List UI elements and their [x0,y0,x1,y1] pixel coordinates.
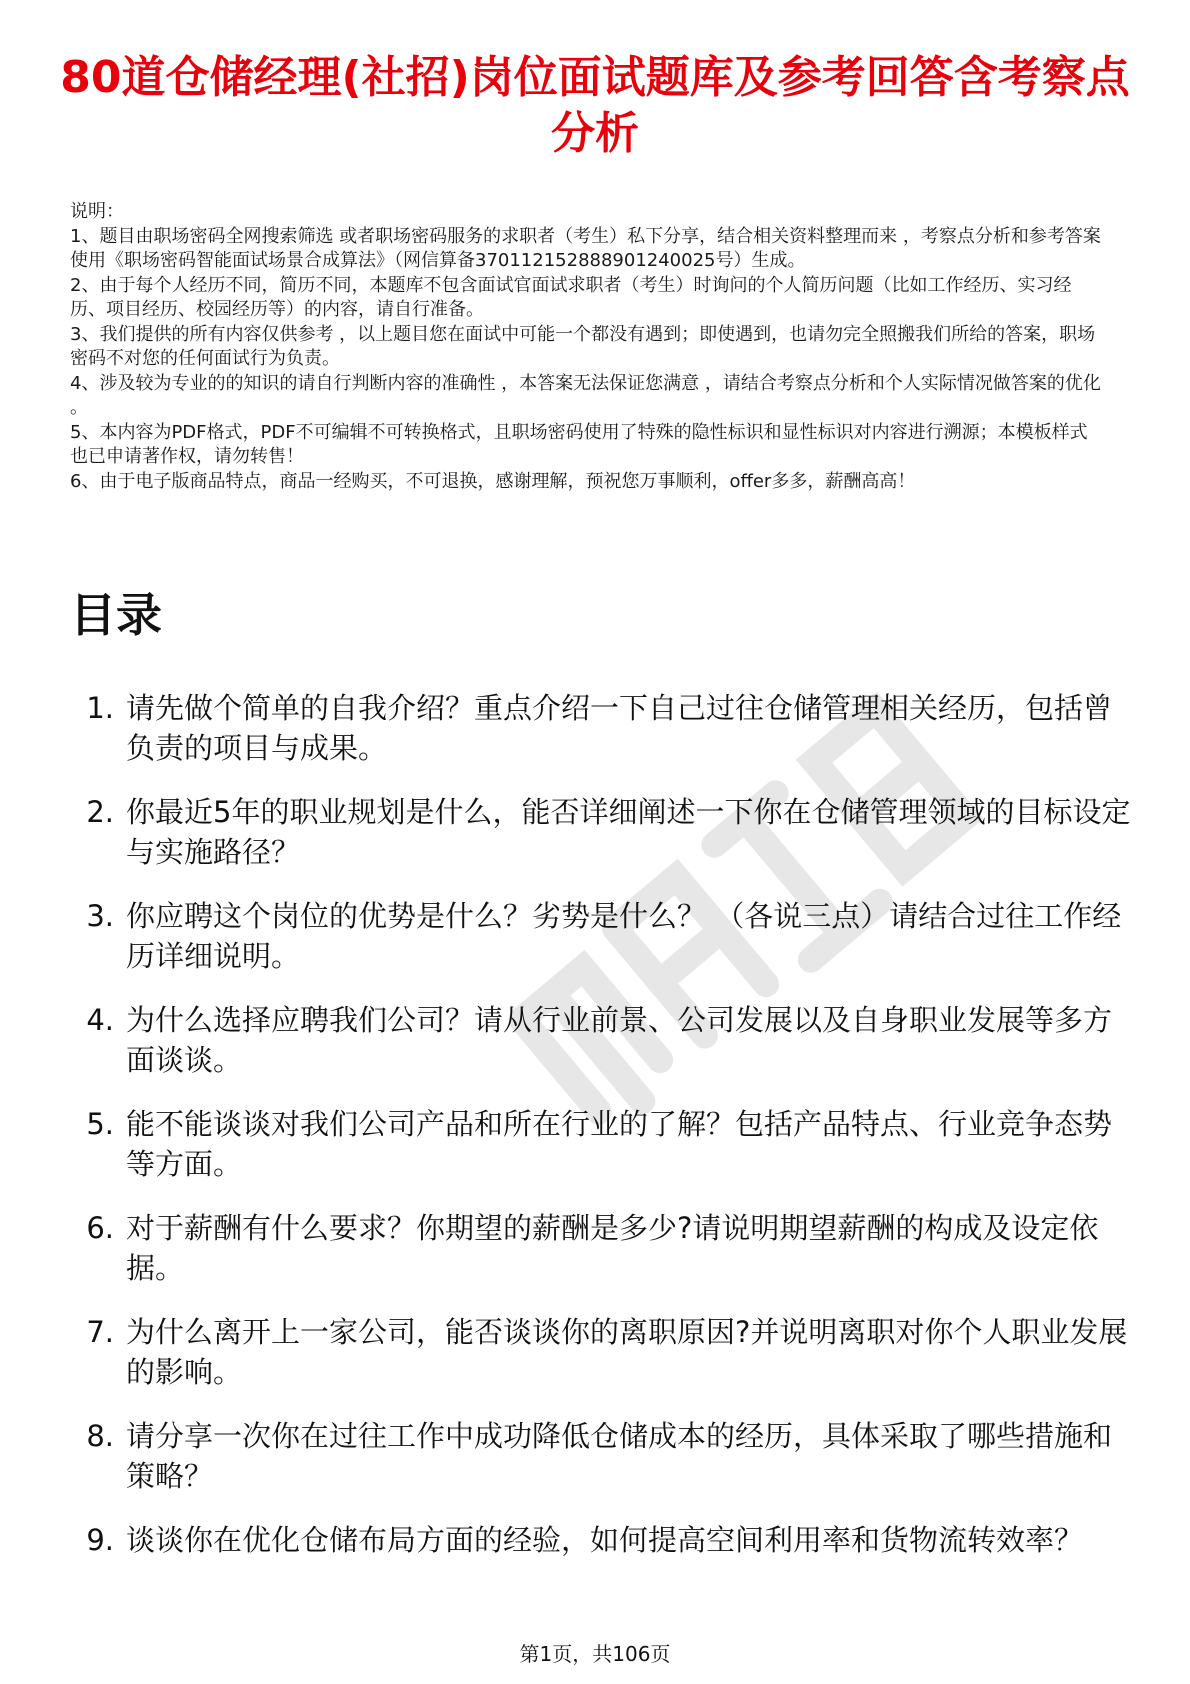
toc-item-text: 你最近5年的职业规划是什么，能否详细阐述一下你在仓储管理领域的目标设定与实施路径？ [126,795,1131,869]
note-item: 6、由于电子版商品特点，商品一经购买，不可退换，感谢理解，预祝您万事顺利，offer多多，薪酬高高！ [70,470,916,492]
toc-heading: 目录 [70,588,162,642]
note-item: 4、涉及较为专业的的知识的请自行判断内容的准确性 ，本答案无法保证您满意 ，请结合考察点分析和个人实际情况做答案的优化 。 [70,372,1101,418]
toc-item-number: 4. [86,1003,114,1037]
toc-item-text: 请分享一次你在过往工作中成功降低仓储成本的经历，具体采取了哪些措施和策略？ [126,1419,1113,1493]
toc-item[interactable] [70,1312,1140,1416]
toc-item-text: 对于薪酬有什么要求？你期望的薪酬是多少?请说明期望薪酬的构成及设定依据。 [126,1211,1099,1285]
toc-item-number: 9. [86,1523,114,1557]
toc-item-number: 7. [86,1315,114,1349]
toc-item-number: 5. [86,1107,114,1141]
toc-item-text: 请先做个简单的自我介绍？重点介绍一下自己过往仓储管理相关经历，包括曾负责的项目与成果。 [126,691,1113,765]
toc-item-number: 1. [86,691,114,725]
document-title: 80道仓储经理(社招)岗位面试题库及参考回答含考察点分析 [60,52,1130,159]
notes-section [70,200,1105,494]
toc-item[interactable] [70,1208,1140,1312]
toc-item-text: 你应聘这个岗位的优势是什么？劣势是什么？ （各说三点）请结合过往工作经历详细说明。 [126,899,1122,973]
toc-item-number: 3. [86,899,114,933]
toc-item[interactable] [70,1520,1140,1624]
toc-item[interactable] [70,896,1140,1000]
toc-item-number: 2. [86,795,114,829]
note-item: 3、我们提供的所有内容仅供参考 ，以上题目您在面试中可能一个都没有遇到；即使遇到，也请勿完全照搬我们所给的答案，职场密码不对您的任何面试行为负责。 [70,323,1096,369]
page-footer: 第1页，共106页 [519,1642,671,1666]
toc-item-text: 能不能谈谈对我们公司产品和所在行业的了解？包括产品特点、行业竞争态势等方面。 [126,1107,1113,1181]
toc-item-text: 为什么选择应聘我们公司？请从行业前景、公司发展以及自身职业发展等多方面谈谈。 [126,1003,1113,1077]
toc-list [70,688,1140,1624]
toc-item[interactable] [70,688,1140,792]
toc-item-number: 6. [86,1211,114,1245]
note-item: 5、本内容为PDF格式，PDF不可编辑不可转换格式，且职场密码使用了特殊的隐性标识和显性标识对内容进行溯源；本模板样式也已申请著作权，请勿转售！ [70,421,1088,467]
toc-item[interactable] [70,1416,1140,1520]
watermark-text: 职场密码 [380,560,384,561]
toc-item-text: 为什么离开上一家公司，能否谈谈你的离职原因?并说明离职对你个人职业发展的影响。 [126,1315,1128,1389]
note-item: 2、由于每个人经历不同，简历不同，本题库不包含面试官面试求职者（考生）时询问的个人简历问题（比如工作经历、实习经历、项目经历、校园经历等）的内容，请自行准备。 [70,274,1072,320]
notes-heading: 说明： [70,201,124,222]
toc-item-text: 谈谈你在优化仓储布局方面的经验，如何提高空间利用率和货物流转效率？ [126,1523,1084,1557]
toc-item-number: 8. [86,1419,114,1453]
toc-item[interactable] [70,792,1140,896]
toc-item[interactable] [70,1104,1140,1208]
note-item: 1、题目由职场密码全网搜索筛选 或者职场密码服务的求职者（考生）私下分享，结合相关资料整理而来 ，考察点分析和参考答案使用《职场密码智能面试场景合成算法》（网信算备370112152888901240025号）生成。 [70,225,1101,271]
toc-item[interactable] [70,1000,1140,1104]
